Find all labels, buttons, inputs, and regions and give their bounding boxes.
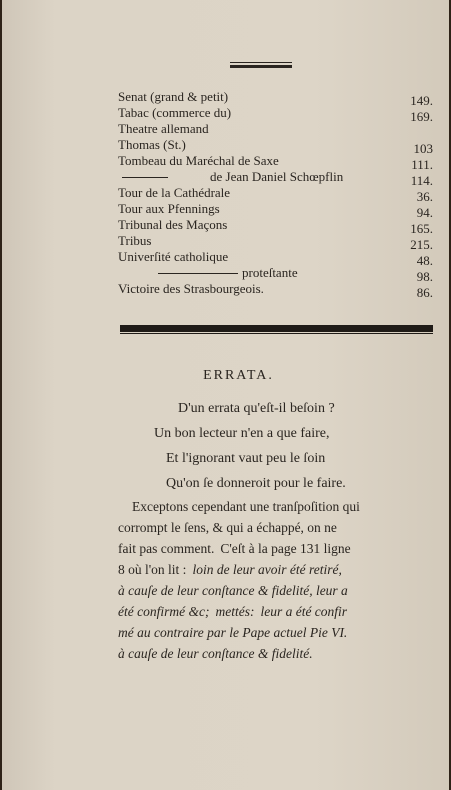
index-entry	[118, 105, 433, 124]
ditto-dash	[158, 273, 238, 274]
index-entry	[118, 137, 433, 156]
paragraph-italic-text: été confirmé &c;	[118, 604, 210, 619]
index-entry	[118, 217, 433, 236]
index-entry-page: 149.	[410, 93, 433, 108]
index-entry	[118, 201, 433, 220]
paragraph-line: Exceptons cependant une tranſpoſition qui	[132, 499, 360, 514]
index-entry	[118, 185, 433, 204]
poem-line: Et l'ignorant vaut peu le ſoin	[166, 451, 326, 466]
paragraph-line	[118, 559, 442, 580]
index-entry	[118, 265, 433, 284]
index-entry-text: Tour de la Cathédrale	[118, 185, 231, 200]
index-entry	[118, 169, 433, 188]
index-entry-page: 111.	[411, 157, 433, 172]
index-entry-text: Tabac (commerce du)	[118, 105, 232, 120]
index-entry	[118, 281, 433, 300]
paragraph-text: 8 où l'on lit :	[118, 562, 187, 577]
errata-heading: ERRATA.	[203, 368, 274, 383]
index-entry-page: 169.	[410, 109, 433, 124]
ditto-dash	[122, 177, 168, 178]
section-divider-rule	[120, 325, 433, 332]
index-entry-page: 215.	[410, 237, 433, 252]
poem-line: Un bon lecteur n'en a que faire,	[154, 426, 330, 441]
index-entry-text: Senat (grand & petit)	[118, 89, 229, 104]
index-entry-text: de Jean Daniel Schœpflin	[210, 169, 344, 184]
index-entry-text: Tour aux Pfennings	[118, 201, 220, 216]
paragraph-line: mé au contraire par le Pape actuel Pie VI.	[118, 625, 348, 640]
paragraph-text: fait pas comment.	[118, 541, 215, 556]
paragraph-line	[118, 538, 442, 559]
index-entry-page: 86.	[416, 285, 433, 300]
index-entry	[118, 233, 433, 252]
index-entry	[118, 249, 433, 268]
index-entry	[118, 153, 433, 172]
paragraph-line: corrompt le ſens, & qui a échappé, on ne	[118, 520, 337, 535]
index-entry-page: 165.	[410, 221, 433, 236]
index-list	[118, 89, 433, 300]
paragraph-italic-text: leur a été confir	[260, 604, 348, 619]
paragraph-text: C'eſt à la page 131 ligne	[220, 541, 351, 556]
top-ornament-rule	[230, 62, 292, 68]
paragraph-italic-text: mettés:	[215, 604, 255, 619]
index-entry-page: 103	[413, 141, 433, 156]
index-entry-text: Univerſité catholique	[118, 249, 229, 264]
poem-line: Qu'on ſe donneroit pour le faire.	[166, 476, 346, 491]
index-entry-text: Tribunal des Maçons	[118, 217, 228, 232]
index-entry-text: Victoire des Strasbourgeois.	[118, 281, 264, 296]
index-entry-text: Thomas (St.)	[118, 137, 186, 152]
index-entry-page: 114.	[410, 173, 433, 188]
paragraph-line: à cauſe de leur conſtance & fidelité.	[118, 646, 313, 661]
errata-poem	[2, 396, 449, 496]
index-entry	[118, 89, 433, 108]
paragraph-line	[118, 601, 442, 622]
index-entry-page: 36.	[416, 189, 433, 204]
index-entry-page: 98.	[416, 269, 433, 284]
index-entry-text: Tribus	[118, 233, 152, 248]
paragraph-italic-text: loin de leur avoir été retiré,	[192, 562, 342, 577]
poem-line: D'un errata qu'eſt-il beſoin ?	[178, 401, 335, 416]
index-entry-page: 94.	[416, 205, 433, 220]
index-entry-text: proteſtante	[242, 265, 298, 280]
paragraph-line: à cauſe de leur conſtance & fidelité, leur a	[118, 583, 348, 598]
index-entry-text: Theatre allemand	[118, 121, 209, 136]
index-entry-page: 48.	[416, 253, 433, 268]
top-rule-thin	[230, 62, 292, 63]
top-rule-thick	[230, 65, 292, 68]
book-page	[2, 0, 449, 790]
index-entry	[118, 121, 433, 137]
errata-paragraph	[118, 496, 442, 664]
index-entry-text: Tombeau du Maréchal de Saxe	[118, 153, 279, 168]
